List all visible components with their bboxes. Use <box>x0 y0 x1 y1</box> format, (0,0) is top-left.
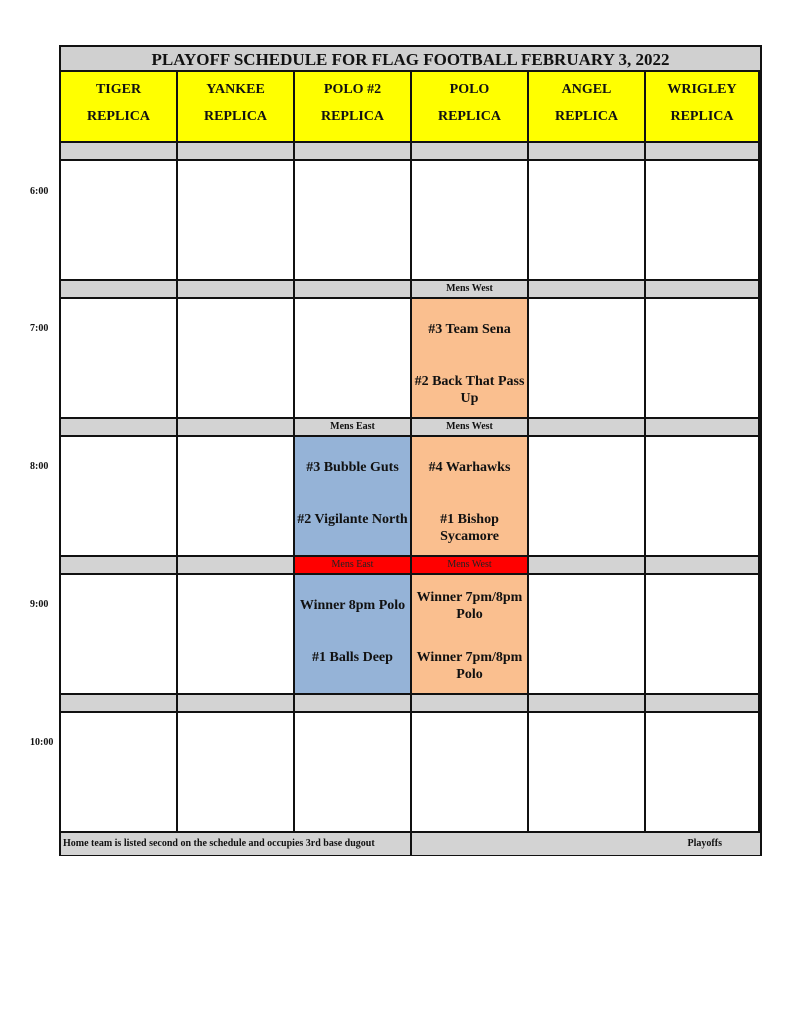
field-type: REPLICA <box>86 109 150 124</box>
page-title: PLAYOFF SCHEDULE FOR FLAG FOOTBALL FEBRUARY 3, 2022 <box>61 47 760 72</box>
time-label-10: 10:00 <box>30 737 54 748</box>
footer-label: Playoffs <box>412 833 760 855</box>
separator-bar <box>646 695 760 713</box>
separator-bar <box>646 419 760 437</box>
team-home: #1 Bishop Sycamore <box>440 512 499 544</box>
field-header-3 <box>412 72 529 143</box>
empty-slot <box>61 437 178 557</box>
empty-slot <box>178 161 295 281</box>
separator-bar <box>61 419 178 437</box>
empty-slot <box>529 161 646 281</box>
division-label: Mens West <box>412 419 529 437</box>
empty-slot <box>61 299 178 419</box>
game-slot <box>295 575 412 695</box>
separator-bar <box>178 419 295 437</box>
game-slot <box>412 437 529 557</box>
team-away: #3 Team Sena <box>428 322 511 337</box>
schedule-table <box>59 45 762 856</box>
separator-bar <box>529 143 646 161</box>
separator-bar <box>178 557 295 575</box>
separator-bar <box>178 143 295 161</box>
game-slot <box>412 575 529 695</box>
empty-slot <box>178 713 295 833</box>
division-label: Mens East <box>295 557 412 575</box>
field-header-0 <box>61 72 178 143</box>
empty-slot <box>529 713 646 833</box>
empty-slot <box>295 713 412 833</box>
footer-note: Home team is listed second on the schedule and occupies 3rd base dugout <box>61 833 412 855</box>
separator-bar <box>529 695 646 713</box>
separator-bar <box>295 143 412 161</box>
team-away: #3 Bubble Guts <box>306 460 399 475</box>
game-slot <box>295 437 412 557</box>
field-name: POLO #2 <box>323 82 382 97</box>
empty-slot <box>295 161 412 281</box>
separator-bar <box>412 143 529 161</box>
field-name: WRIGLEY <box>667 82 737 97</box>
empty-slot <box>178 437 295 557</box>
schedule-grid <box>61 47 760 854</box>
time-label-6: 6:00 <box>30 186 49 197</box>
separator-bar <box>412 695 529 713</box>
time-label-9: 9:00 <box>30 599 49 610</box>
empty-slot <box>646 437 760 557</box>
team-home: Winner 7pm/8pm Polo <box>416 650 523 682</box>
empty-slot <box>529 299 646 419</box>
separator-bar <box>178 695 295 713</box>
field-type: REPLICA <box>554 109 618 124</box>
empty-slot <box>412 713 529 833</box>
game-slot <box>412 299 529 419</box>
field-header-1 <box>178 72 295 143</box>
separator-bar <box>61 557 178 575</box>
time-label-8: 8:00 <box>30 461 49 472</box>
division-label: Mens West <box>412 557 529 575</box>
team-away: Winner 7pm/8pm Polo <box>416 590 523 622</box>
field-name: ANGEL <box>561 82 612 97</box>
empty-slot <box>529 575 646 695</box>
empty-slot <box>529 437 646 557</box>
empty-slot <box>61 713 178 833</box>
division-label: Mens East <box>295 419 412 437</box>
division-label: Mens West <box>412 281 529 299</box>
team-home: #1 Balls Deep <box>312 650 393 665</box>
empty-slot <box>412 161 529 281</box>
separator-bar <box>529 557 646 575</box>
empty-slot <box>646 575 760 695</box>
empty-slot <box>295 299 412 419</box>
separator-bar <box>295 281 412 299</box>
separator-bar <box>295 695 412 713</box>
field-name: YANKEE <box>206 82 265 97</box>
field-type: REPLICA <box>320 109 384 124</box>
field-name: POLO <box>449 82 490 97</box>
team-home: #2 Vigilante North <box>297 512 408 527</box>
field-header-4 <box>529 72 646 143</box>
team-away: #4 Warhawks <box>428 460 511 475</box>
separator-bar <box>529 419 646 437</box>
empty-slot <box>178 575 295 695</box>
separator-bar <box>61 695 178 713</box>
separator-bar <box>61 143 178 161</box>
field-header-5 <box>646 72 760 143</box>
field-type: REPLICA <box>203 109 267 124</box>
empty-slot <box>61 161 178 281</box>
team-home: #2 Back That Pass Up <box>414 374 525 406</box>
empty-slot <box>61 575 178 695</box>
team-away: Winner 8pm Polo <box>299 598 406 613</box>
field-header-2 <box>295 72 412 143</box>
separator-bar <box>178 281 295 299</box>
separator-bar <box>646 281 760 299</box>
field-name: TIGER <box>95 82 142 97</box>
field-type: REPLICA <box>437 109 501 124</box>
empty-slot <box>646 299 760 419</box>
time-label-7: 7:00 <box>30 323 49 334</box>
separator-bar <box>646 143 760 161</box>
separator-bar <box>646 557 760 575</box>
field-type: REPLICA <box>670 109 734 124</box>
empty-slot <box>646 713 760 833</box>
empty-slot <box>646 161 760 281</box>
empty-slot <box>178 299 295 419</box>
separator-bar <box>61 281 178 299</box>
separator-bar <box>529 281 646 299</box>
